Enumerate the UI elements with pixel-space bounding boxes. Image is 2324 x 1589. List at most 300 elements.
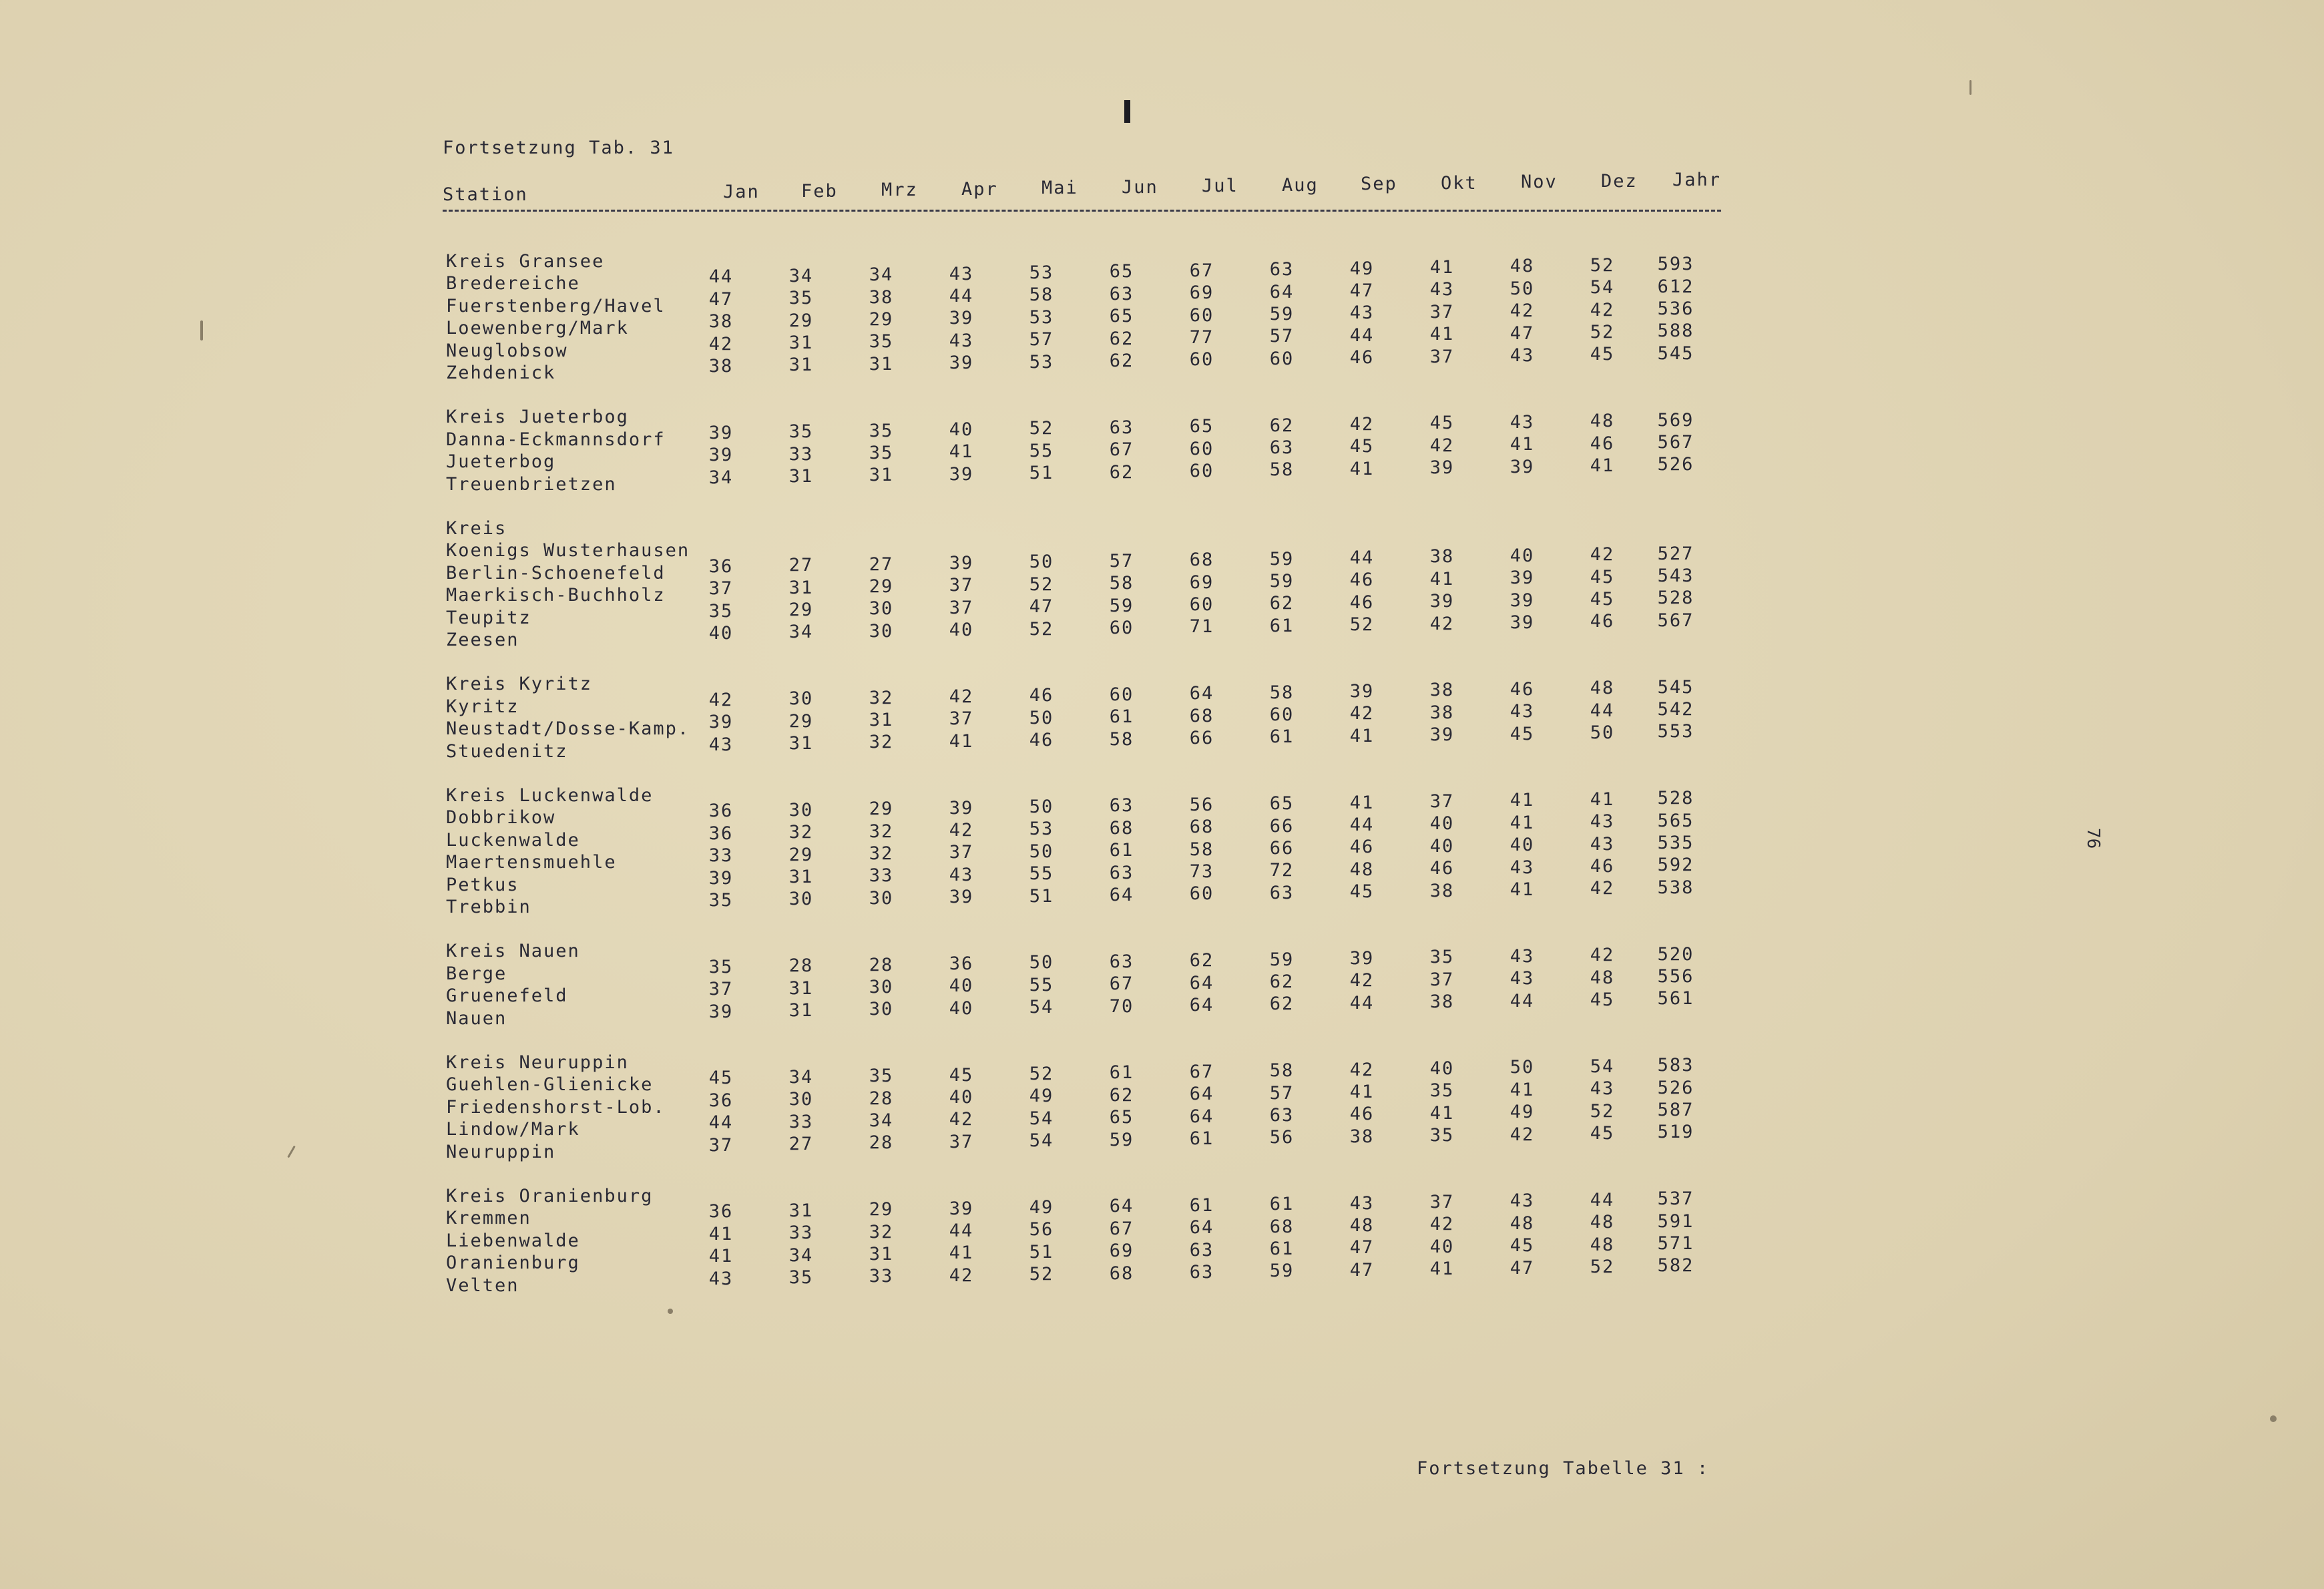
cell-value: 519 (1657, 1122, 1694, 1143)
cell-value: 37 (1429, 1192, 1455, 1212)
cell-value: 58 (1109, 573, 1134, 594)
cell-value: 526 (1657, 1077, 1694, 1098)
cell-value: 48 (1590, 678, 1615, 699)
cell-value: 34 (788, 622, 814, 643)
cell-value: 62 (1269, 593, 1295, 614)
cell-value: 66 (1189, 728, 1214, 748)
cell-value: 43 (1590, 833, 1615, 855)
cell-value: 545 (1657, 343, 1694, 364)
cell-value: 50 (1509, 1057, 1535, 1078)
cell-value: 33 (869, 865, 894, 887)
cell-value: 43 (1509, 345, 1535, 366)
cell-value: 51 (1029, 463, 1054, 484)
cell-value: 69 (1189, 282, 1214, 304)
cell-value: 591 (1657, 1210, 1694, 1232)
cell-value: 36 (708, 823, 734, 844)
cell-value: 41 (1349, 792, 1375, 813)
cell-value: 37 (708, 578, 734, 600)
cell-value: 60 (1189, 594, 1214, 615)
cell-value: 36 (949, 953, 974, 974)
cell-value: 58 (1269, 459, 1295, 481)
cell-value: 31 (788, 466, 814, 487)
cell-value: 30 (788, 889, 814, 910)
cell-value: 46 (1029, 685, 1054, 706)
cell-value: 43 (949, 263, 974, 284)
cell-value: 545 (1657, 676, 1694, 698)
cell-value: 569 (1657, 409, 1694, 431)
cell-value: 39 (1429, 457, 1455, 479)
cell-value: 39 (1429, 724, 1455, 746)
cell-value: 43 (949, 864, 974, 885)
cell-value: 39 (949, 353, 974, 374)
cell-value: 32 (788, 822, 814, 843)
station-name: Fuerstenberg/Havel (446, 295, 666, 316)
cell-value: 39 (1509, 590, 1535, 611)
cell-value: 60 (1189, 883, 1214, 905)
cell-value: 50 (1029, 952, 1054, 973)
group-title: Kreis Kyritz (446, 674, 593, 695)
station-name: Neuruppin (446, 1141, 556, 1162)
cell-value: 34 (788, 265, 814, 286)
cell-value: 39 (708, 867, 734, 889)
cell-value: 46 (1349, 1104, 1375, 1125)
cell-value: 42 (949, 686, 974, 707)
cell-value: 57 (1269, 1082, 1295, 1104)
station-name: Velten (446, 1275, 519, 1296)
cell-value: 44 (1590, 1189, 1615, 1210)
cell-value: 47 (1509, 322, 1535, 344)
cell-value: 31 (869, 1244, 894, 1265)
cell-value: 30 (788, 1089, 814, 1110)
cell-value: 35 (869, 1066, 894, 1087)
cell-value: 29 (788, 844, 814, 865)
cell-value: 49 (1509, 1102, 1535, 1123)
cell-value: 46 (1029, 730, 1054, 751)
cell-value: 65 (1109, 306, 1134, 327)
cell-value: 67 (1189, 260, 1214, 281)
cell-value: 47 (708, 288, 734, 310)
station-name: Maerkisch-Buchholz (446, 585, 666, 606)
cell-value: 31 (869, 353, 894, 375)
cell-value: 64 (1109, 885, 1134, 905)
cell-value: 40 (1429, 1058, 1455, 1079)
cell-value: 63 (1109, 862, 1134, 883)
cell-value: 42 (1429, 1214, 1455, 1235)
cell-value: 38 (1429, 702, 1455, 723)
cell-value: 32 (869, 821, 894, 842)
station-name: Treuenbrietzen (446, 473, 617, 495)
group-title: Kreis Jueterbog (446, 407, 629, 428)
cell-value: 29 (869, 309, 894, 330)
cell-value: 40 (949, 419, 974, 440)
cell-value: 58 (1269, 1060, 1295, 1082)
cell-value: 535 (1657, 833, 1694, 853)
cell-value: 32 (869, 843, 894, 864)
cell-value: 61 (1269, 1238, 1295, 1259)
cell-value: 42 (1429, 613, 1455, 634)
cell-value: 41 (1590, 455, 1615, 476)
cell-value: 65 (1109, 261, 1134, 282)
cell-value: 44 (1349, 992, 1375, 1013)
cell-value: 68 (1189, 705, 1214, 726)
cell-value: 34 (708, 467, 734, 488)
cell-value: 56 (1269, 1127, 1295, 1148)
cell-value: 542 (1657, 699, 1694, 720)
cell-value: 29 (869, 576, 894, 597)
cell-value: 38 (869, 286, 894, 308)
cell-value: 39 (1429, 591, 1455, 612)
cell-value: 45 (1590, 989, 1615, 1010)
cell-value: 44 (708, 266, 734, 288)
cell-value: 39 (1509, 456, 1535, 477)
cell-value: 52 (1029, 418, 1054, 439)
cell-value: 35 (869, 420, 894, 441)
cell-value: 30 (869, 598, 894, 620)
cell-value: 29 (788, 310, 814, 331)
station-name: Lindow/Mark (446, 1119, 580, 1140)
cell-value: 52 (1029, 574, 1054, 595)
cell-value: 48 (1509, 256, 1535, 277)
cell-value: 561 (1657, 988, 1694, 1009)
paper-speck (200, 320, 203, 340)
cell-value: 50 (1029, 551, 1054, 573)
cell-value: 52 (1590, 322, 1615, 343)
header-jun: Jun (1122, 176, 1158, 198)
cell-value: 27 (869, 553, 894, 575)
cell-value: 50 (1029, 841, 1054, 862)
cell-value: 43 (949, 330, 974, 351)
cell-value: 52 (1590, 1100, 1615, 1122)
cell-value: 520 (1657, 943, 1694, 965)
cell-value: 47 (1349, 1259, 1375, 1281)
station-name: Jueterbog (446, 451, 556, 473)
header-aug: Aug (1282, 174, 1319, 196)
cell-value: 31 (869, 465, 894, 486)
cell-value: 33 (869, 1266, 894, 1287)
cell-value: 45 (1349, 436, 1375, 457)
cell-value: 72 (1269, 860, 1295, 881)
cell-value: 49 (1349, 258, 1375, 279)
cell-value: 37 (708, 1134, 734, 1156)
cell-value: 59 (1269, 1261, 1295, 1282)
cell-value: 42 (1429, 435, 1455, 456)
cell-value: 43 (1429, 279, 1455, 300)
cell-value: 68 (1269, 1216, 1295, 1237)
cell-value: 54 (1029, 997, 1054, 1018)
cell-value: 28 (869, 1132, 894, 1154)
cell-value: 37 (949, 597, 974, 618)
cell-value: 67 (1109, 1218, 1134, 1239)
cell-value: 38 (708, 356, 734, 377)
cell-value: 57 (1269, 326, 1295, 347)
cell-value: 37 (949, 575, 974, 596)
cell-value: 67 (1109, 973, 1134, 995)
cell-value: 536 (1657, 298, 1694, 319)
cell-value: 47 (1349, 280, 1375, 301)
cell-value: 44 (1349, 815, 1375, 835)
cell-value: 48 (1349, 1215, 1375, 1236)
cell-value: 62 (1109, 461, 1134, 483)
cell-value: 34 (788, 1244, 814, 1266)
cell-value: 33 (788, 1111, 814, 1132)
cell-value: 33 (788, 1222, 814, 1244)
cell-value: 64 (1269, 281, 1295, 302)
cell-value: 27 (788, 1134, 814, 1154)
cell-value: 31 (788, 977, 814, 999)
cell-value: 48 (1590, 411, 1615, 432)
cell-value: 61 (1189, 1128, 1214, 1149)
cell-value: 45 (1509, 1235, 1535, 1257)
cell-value: 68 (1109, 817, 1134, 839)
cell-value: 43 (1590, 811, 1615, 833)
cell-value: 39 (1509, 568, 1535, 589)
cell-value: 45 (949, 1064, 974, 1086)
cell-value: 567 (1657, 432, 1694, 453)
cell-value: 30 (869, 887, 894, 909)
cell-value: 30 (788, 799, 814, 821)
cell-value: 58 (1269, 682, 1295, 703)
cell-value: 51 (1029, 885, 1054, 907)
cell-value: 45 (1590, 1123, 1615, 1144)
station-name: Zehdenick (446, 363, 556, 383)
cell-value: 43 (1509, 945, 1535, 967)
cell-value: 35 (1429, 947, 1455, 968)
station-name: Neustadt/Dosse-Kamp. (446, 718, 690, 740)
cell-value: 45 (1509, 723, 1535, 744)
cell-value: 556 (1657, 966, 1694, 987)
cell-value: 35 (869, 443, 894, 463)
cell-value: 31 (788, 355, 814, 376)
station-name: Petkus (446, 874, 519, 895)
cell-value: 60 (1189, 304, 1214, 326)
cell-value: 54 (1590, 277, 1615, 298)
cell-value: 63 (1269, 259, 1295, 280)
header-jul: Jul (1202, 176, 1238, 196)
cell-value: 77 (1189, 327, 1214, 348)
cell-value: 66 (1269, 815, 1295, 837)
cell-value: 53 (1029, 306, 1054, 328)
station-name: Dobbrikow (446, 807, 556, 829)
header-jan: Jan (723, 182, 760, 202)
paper-speck (668, 1309, 673, 1314)
cell-value: 62 (1109, 351, 1134, 371)
cell-value: 588 (1657, 320, 1694, 342)
cell-value: 593 (1657, 254, 1694, 275)
cell-value: 46 (1349, 347, 1375, 369)
header-apr: Apr (961, 178, 998, 200)
cell-value: 60 (1189, 438, 1214, 459)
cell-value: 70 (1109, 995, 1134, 1017)
cell-value: 43 (1509, 1190, 1535, 1212)
cell-value: 45 (1590, 344, 1615, 365)
cell-value: 69 (1109, 1240, 1134, 1262)
cell-value: 65 (1189, 416, 1214, 437)
cell-value: 54 (1029, 1108, 1054, 1129)
cell-value: 42 (1349, 414, 1375, 435)
cell-value: 52 (1029, 1064, 1054, 1084)
cell-value: 50 (1029, 797, 1054, 817)
cell-value: 29 (869, 1199, 894, 1220)
cell-value: 40 (1509, 545, 1535, 566)
cell-value: 31 (788, 332, 814, 353)
cell-value: 42 (1509, 300, 1535, 322)
cell-value: 41 (1429, 568, 1455, 590)
cell-value: 35 (788, 421, 814, 443)
cell-value: 66 (1269, 838, 1295, 859)
cell-value: 43 (1509, 968, 1535, 989)
cell-value: 37 (1429, 791, 1455, 812)
header-sep: Sep (1361, 174, 1397, 194)
cell-value: 42 (949, 1265, 974, 1286)
cell-value: 51 (1029, 1241, 1054, 1263)
cell-value: 41 (1349, 725, 1375, 746)
cell-value: 30 (869, 620, 894, 642)
cell-value: 47 (1029, 596, 1054, 618)
cell-value: 64 (1189, 995, 1214, 1015)
cell-value: 33 (708, 845, 734, 867)
cell-value: 46 (1590, 611, 1615, 632)
cell-value: 36 (708, 801, 734, 822)
cell-value: 44 (949, 1220, 974, 1241)
cell-value: 44 (1509, 990, 1535, 1011)
cell-value: 587 (1657, 1100, 1694, 1120)
cell-value: 63 (1269, 882, 1295, 903)
cell-value: 65 (1109, 1107, 1134, 1128)
cell-value: 68 (1189, 549, 1214, 571)
cell-value: 42 (1590, 544, 1615, 565)
cell-value: 48 (1509, 1212, 1535, 1234)
cell-value: 44 (1349, 547, 1375, 568)
cell-value: 612 (1657, 276, 1694, 297)
cell-value: 27 (788, 555, 814, 576)
cell-value: 47 (1349, 1237, 1375, 1259)
cell-value: 35 (1429, 1125, 1455, 1146)
cell-value: 37 (708, 979, 734, 1000)
cell-value: 52 (1029, 618, 1054, 640)
cell-value: 54 (1590, 1056, 1615, 1077)
group-title: Kreis Oranienburg (446, 1186, 654, 1206)
cell-value: 37 (1429, 969, 1455, 990)
cell-value: 34 (869, 1110, 894, 1131)
cell-value: 71 (1189, 616, 1214, 638)
cell-value: 40 (949, 1087, 974, 1108)
cell-value: 63 (1109, 951, 1134, 972)
cell-value: 63 (1189, 1262, 1214, 1283)
cell-value: 571 (1657, 1233, 1694, 1254)
cell-value: 565 (1657, 810, 1694, 831)
cell-value: 36 (708, 555, 734, 577)
station-name: Kremmen (446, 1208, 531, 1229)
cell-value: 63 (1109, 417, 1134, 438)
cell-value: 42 (1349, 1059, 1375, 1080)
cell-value: 40 (949, 997, 974, 1019)
cell-value: 45 (1349, 881, 1375, 903)
cell-value: 39 (1349, 948, 1375, 969)
cell-value: 58 (1029, 284, 1054, 306)
cell-value: 527 (1657, 543, 1694, 564)
cell-value: 41 (1590, 788, 1615, 810)
cell-value: 44 (1590, 700, 1615, 721)
station-name: Kyritz (446, 696, 519, 717)
cell-value: 40 (949, 975, 974, 997)
cell-value: 40 (1429, 1236, 1455, 1257)
table-caption: Fortsetzung Tab. 31 (443, 138, 674, 158)
station-name: Gruenefeld (446, 985, 568, 1007)
cell-value: 31 (788, 1200, 814, 1221)
cell-value: 37 (1429, 346, 1455, 367)
cell-value: 43 (1509, 857, 1535, 878)
cell-value: 52 (1590, 254, 1615, 276)
cell-value: 58 (1189, 839, 1214, 860)
cell-value: 40 (1429, 835, 1455, 857)
cell-value: 40 (708, 623, 734, 644)
cell-value: 39 (949, 1198, 974, 1219)
cell-value: 42 (949, 1109, 974, 1130)
cell-value: 39 (708, 445, 734, 466)
cell-value: 30 (788, 688, 814, 710)
cell-value: 42 (1509, 1124, 1535, 1145)
header-jahr: Jahr (1672, 170, 1722, 190)
cell-value: 40 (1429, 813, 1455, 835)
cell-value: 46 (1429, 858, 1455, 879)
cell-value: 61 (1189, 1194, 1214, 1216)
cell-value: 35 (788, 288, 814, 309)
cell-value: 43 (708, 734, 734, 755)
cell-value: 56 (1189, 794, 1214, 815)
cell-value: 52 (1349, 614, 1375, 636)
header-dez: Dez (1601, 170, 1638, 192)
cell-value: 41 (1349, 458, 1375, 479)
cell-value: 30 (869, 999, 894, 1020)
cell-value: 42 (708, 689, 734, 710)
cell-value: 31 (788, 1000, 814, 1021)
header-feb: Feb (801, 180, 838, 202)
station-name: Liebenwalde (446, 1230, 580, 1251)
station-name: Teupitz (446, 607, 531, 628)
paper-speck (1969, 80, 1971, 95)
cell-value: 64 (1189, 1106, 1214, 1127)
cell-value: 40 (1509, 835, 1535, 856)
cell-value: 43 (708, 1268, 734, 1289)
station-name: Friedenshorst-Lob. (446, 1096, 666, 1118)
cell-value: 41 (1509, 1079, 1535, 1100)
cell-value: 59 (1109, 595, 1134, 616)
cell-value: 64 (1189, 1217, 1214, 1238)
cell-value: 42 (1590, 878, 1615, 899)
cell-value: 39 (949, 887, 974, 908)
cell-value: 38 (1429, 880, 1455, 901)
cell-value: 61 (1269, 1194, 1295, 1215)
cell-value: 42 (1349, 970, 1375, 991)
cell-value: 29 (788, 600, 814, 620)
cell-value: 37 (949, 708, 974, 730)
cell-value: 60 (1269, 704, 1295, 725)
station-name: Nauen (446, 1007, 507, 1029)
cell-value: 52 (1029, 1264, 1054, 1285)
header-okt: Okt (1441, 172, 1477, 194)
cell-value: 37 (1429, 301, 1455, 322)
cell-value: 56 (1029, 1219, 1054, 1240)
cell-value: 62 (1109, 1084, 1134, 1106)
cell-value: 64 (1189, 972, 1214, 993)
cell-value: 59 (1269, 304, 1295, 324)
cell-value: 39 (949, 463, 974, 485)
cell-value: 64 (1109, 1196, 1134, 1217)
station-name: Neuglobsow (446, 340, 568, 361)
group-title: Kreis Nauen (446, 941, 580, 962)
page-number: 76 (2083, 828, 2103, 849)
cell-value: 567 (1657, 610, 1694, 631)
